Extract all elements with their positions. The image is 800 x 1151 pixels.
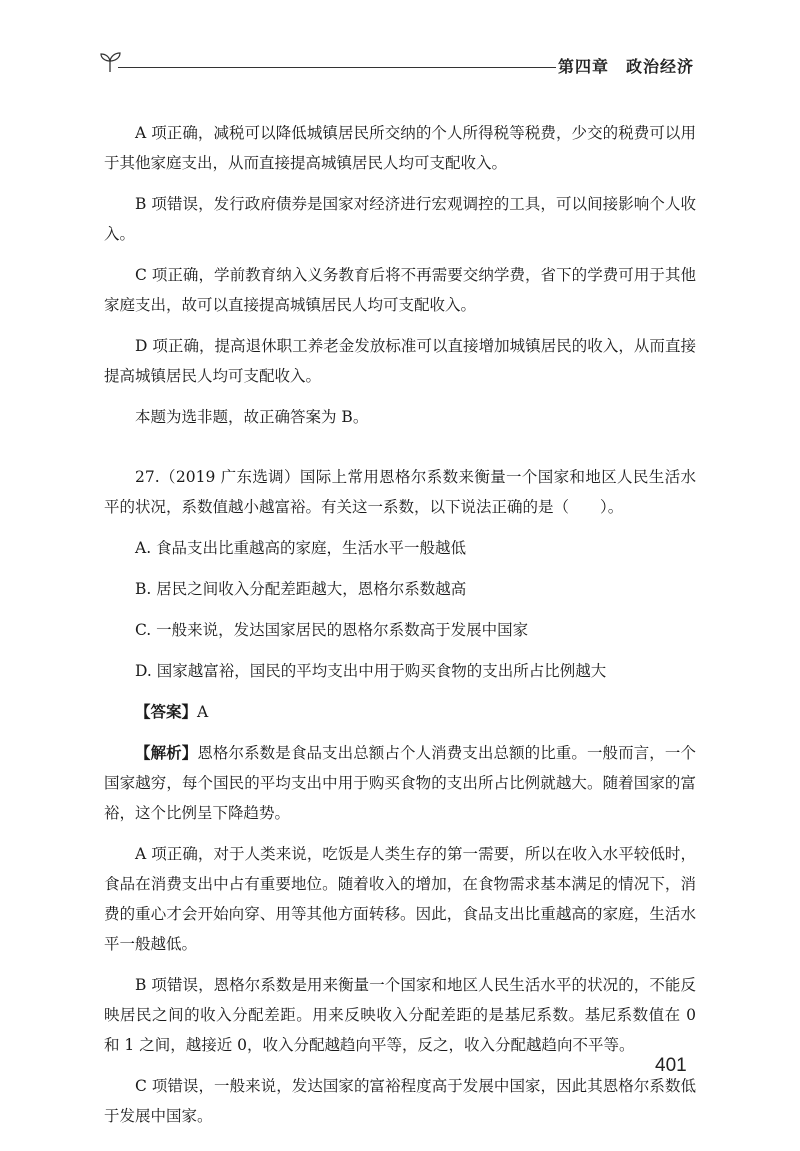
sprout-icon — [96, 46, 126, 76]
analysis-option-a: A 项正确，对于人类来说，吃饭是人类生存的第一需要，所以在收入水平较低时，食品在消费支出中占有重要地位。随着收入的增加，在食物需求基本满足的情况下，消费的重心才会开始向穿、用等其他方面转移。因此，食品支出比重越高的家庭，生活水平一般越低。 — [104, 845, 696, 953]
question-option-b: B. 居民之间收入分配差距越大，恩格尔系数越高 — [135, 580, 467, 598]
analysis-option-b: B 项错误，恩格尔系数是用来衡量一个国家和地区人民生活水平的状况的，不能反映居民之间的收入分配差距。用来反映收入分配差距的是基尼系数。基尼系数值在 0 和 1 之间，越接近 0，收入分配越趋向平等，反之，收入分配越趋向不平等。 — [104, 976, 696, 1054]
answer-label: 【答案】 — [135, 702, 198, 721]
page-body — [104, 118, 696, 1142]
paragraph-option-d-analysis: D 项正确，提高退休职工养老金发放标准可以直接增加城镇居民的收入，从而直接提高城镇居民人均可支配收入。 — [104, 337, 696, 385]
paragraph-option-c-analysis: C 项正确，学前教育纳入义务教育后将不再需要交纳学费，省下的学费可用于其他家庭支出，故可以直接提高城镇居民人均可支配收入。 — [104, 266, 696, 314]
question-stem: 27.（2019 广东选调）国际上常用恩格尔系数来衡量一个国家和地区人民生活水平的状况，系数值越小越富裕。有关这一系数，以下说法正确的是（ ）。 — [104, 468, 696, 516]
analysis-label: 【解析】 — [135, 743, 198, 762]
page-number: 401 — [655, 1055, 687, 1076]
question-option-d: D. 国家越富裕，国民的平均支出中用于购买食物的支出所占比例越大 — [135, 662, 607, 680]
analysis-paragraph — [104, 738, 696, 828]
header-rule — [118, 67, 556, 68]
analysis-text: 恩格尔系数是食品支出总额占个人消费支出总额的比重。一般而言，一个国家越穷，每个国民的平均支出中用于购买食物的支出所占比例就越大。随着国家的富裕，这个比例呈下降趋势。 — [104, 744, 696, 822]
paragraph-option-b-analysis: B 项错误，发行政府债券是国家对经济进行宏观调控的工具，可以间接影响个人收入。 — [104, 195, 696, 243]
chapter-title: 第四章 政治经济 — [557, 57, 694, 76]
answer-line — [104, 697, 696, 727]
question-option-c: C. 一般来说，发达国家居民的恩格尔系数高于发展中国家 — [135, 621, 529, 639]
paragraph-conclusion: 本题为选非题，故正确答案为 B。 — [135, 408, 369, 426]
analysis-option-c: C 项错误，一般来说，发达国家的富裕程度高于发展中国家，因此其恩格尔系数低于发展中国家。 — [104, 1077, 696, 1125]
answer-value: A — [197, 703, 209, 721]
paragraph-option-a-analysis: A 项正确，减税可以降低城镇居民所交纳的个人所得税等税费，少交的税费可以用于其他家庭支出，从而直接提高城镇居民人均可支配收入。 — [104, 124, 696, 172]
section-gap — [104, 443, 696, 462]
running-header — [96, 44, 706, 80]
question-option-a: A. 食品支出比重越高的家庭，生活水平一般越低 — [135, 539, 467, 557]
